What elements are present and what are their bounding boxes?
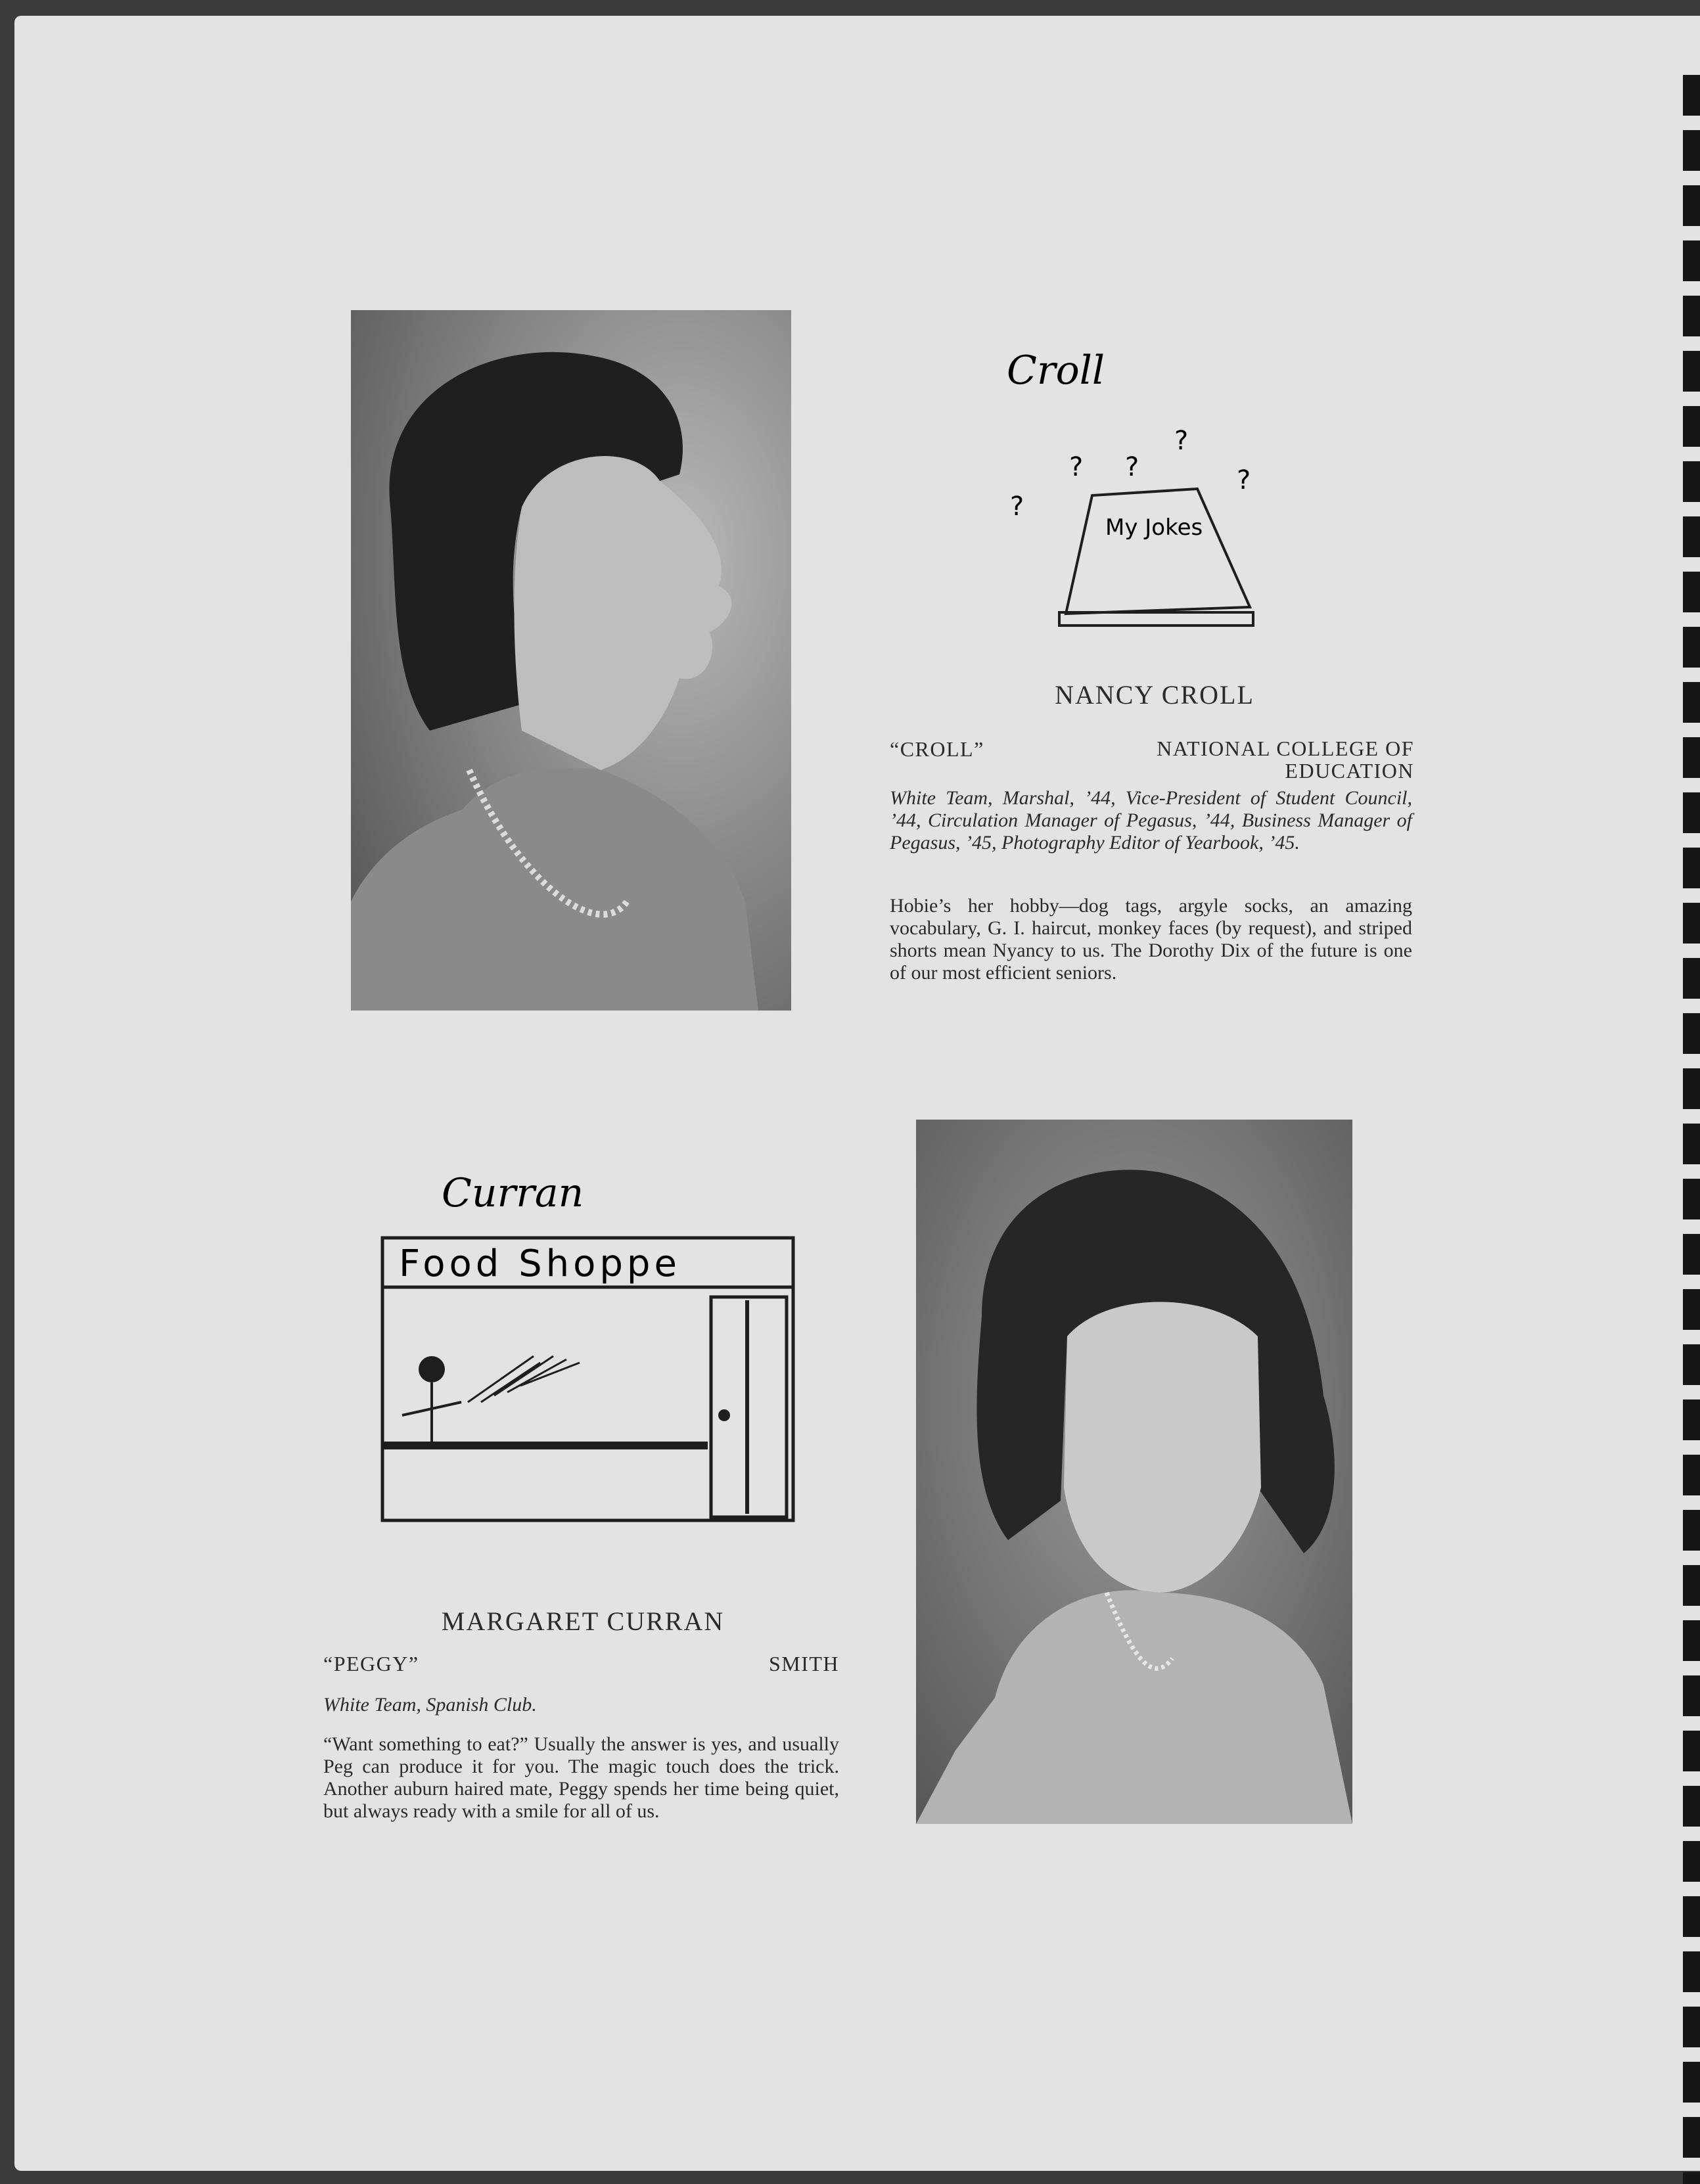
- portrait-photo-margaret-curran: [916, 1120, 1352, 1824]
- student-college: [540, 1652, 839, 1676]
- student-college-line1: NATIONAL COLLEGE OF: [1157, 737, 1414, 760]
- student-college-line2: EDUCATION: [1285, 759, 1414, 783]
- croll-doodle-signature: Croll: [1007, 348, 1105, 394]
- student-write-up: “Want something to eat?” Usually the answer is yes, and usually Peg can produce it for you. The magic touch does the trick. Another auburn haired mate, Peggy spends her time being quiet, but always ready with a smile for all of us.: [323, 1733, 839, 1822]
- shop-sign-text: Food Shoppe: [399, 1242, 681, 1285]
- yearbook-page: [14, 16, 1700, 2171]
- motion-lines-icon: [468, 1356, 580, 1402]
- question-mark-icon: ?: [1069, 452, 1084, 482]
- book-sketch-icon: [1066, 489, 1250, 614]
- student-nickname: “PEGGY”: [323, 1652, 419, 1675]
- question-mark-icon: ?: [1125, 452, 1139, 482]
- portrait-photo-nancy-croll: [351, 310, 791, 1011]
- question-mark-icon: ?: [1237, 465, 1251, 495]
- student-college: [1040, 737, 1414, 782]
- student-nickname: “CROLL”: [890, 737, 984, 761]
- curran-doodle: [356, 1159, 803, 1527]
- croll-doodle: [987, 331, 1289, 647]
- croll-doodle-book-label: My Jokes: [1105, 514, 1203, 541]
- question-mark-icon: ?: [1174, 426, 1189, 456]
- stick-figure-icon: [419, 1356, 445, 1382]
- student-name: NANCY CROLL: [1055, 680, 1254, 710]
- spiral-binding: [1683, 75, 1700, 2184]
- student-activities: White Team, Marshal, ’44, Vice-President of Student Council, ’44, Circulation Manager of Pegasus, ’44, Business Manager of Pegasus, ’45, Photography Editor of Yearbook, ’45.: [890, 787, 1412, 853]
- student-college-line1: SMITH: [768, 1652, 839, 1675]
- student-activities: White Team, Spanish Club.: [323, 1694, 537, 1716]
- curran-doodle-signature: Curran: [442, 1170, 584, 1216]
- student-write-up: Hobie’s her hobby—dog tags, argyle socks, an amazing vocabulary, G. I. haircut, monkey faces (by request), and striped shorts mean Nyancy to us. The Dorothy Dix of the future is one of our most efficient seniors.: [890, 895, 1412, 984]
- student-name: MARGARET CURRAN: [441, 1606, 725, 1636]
- question-mark-icon: ?: [1010, 491, 1024, 522]
